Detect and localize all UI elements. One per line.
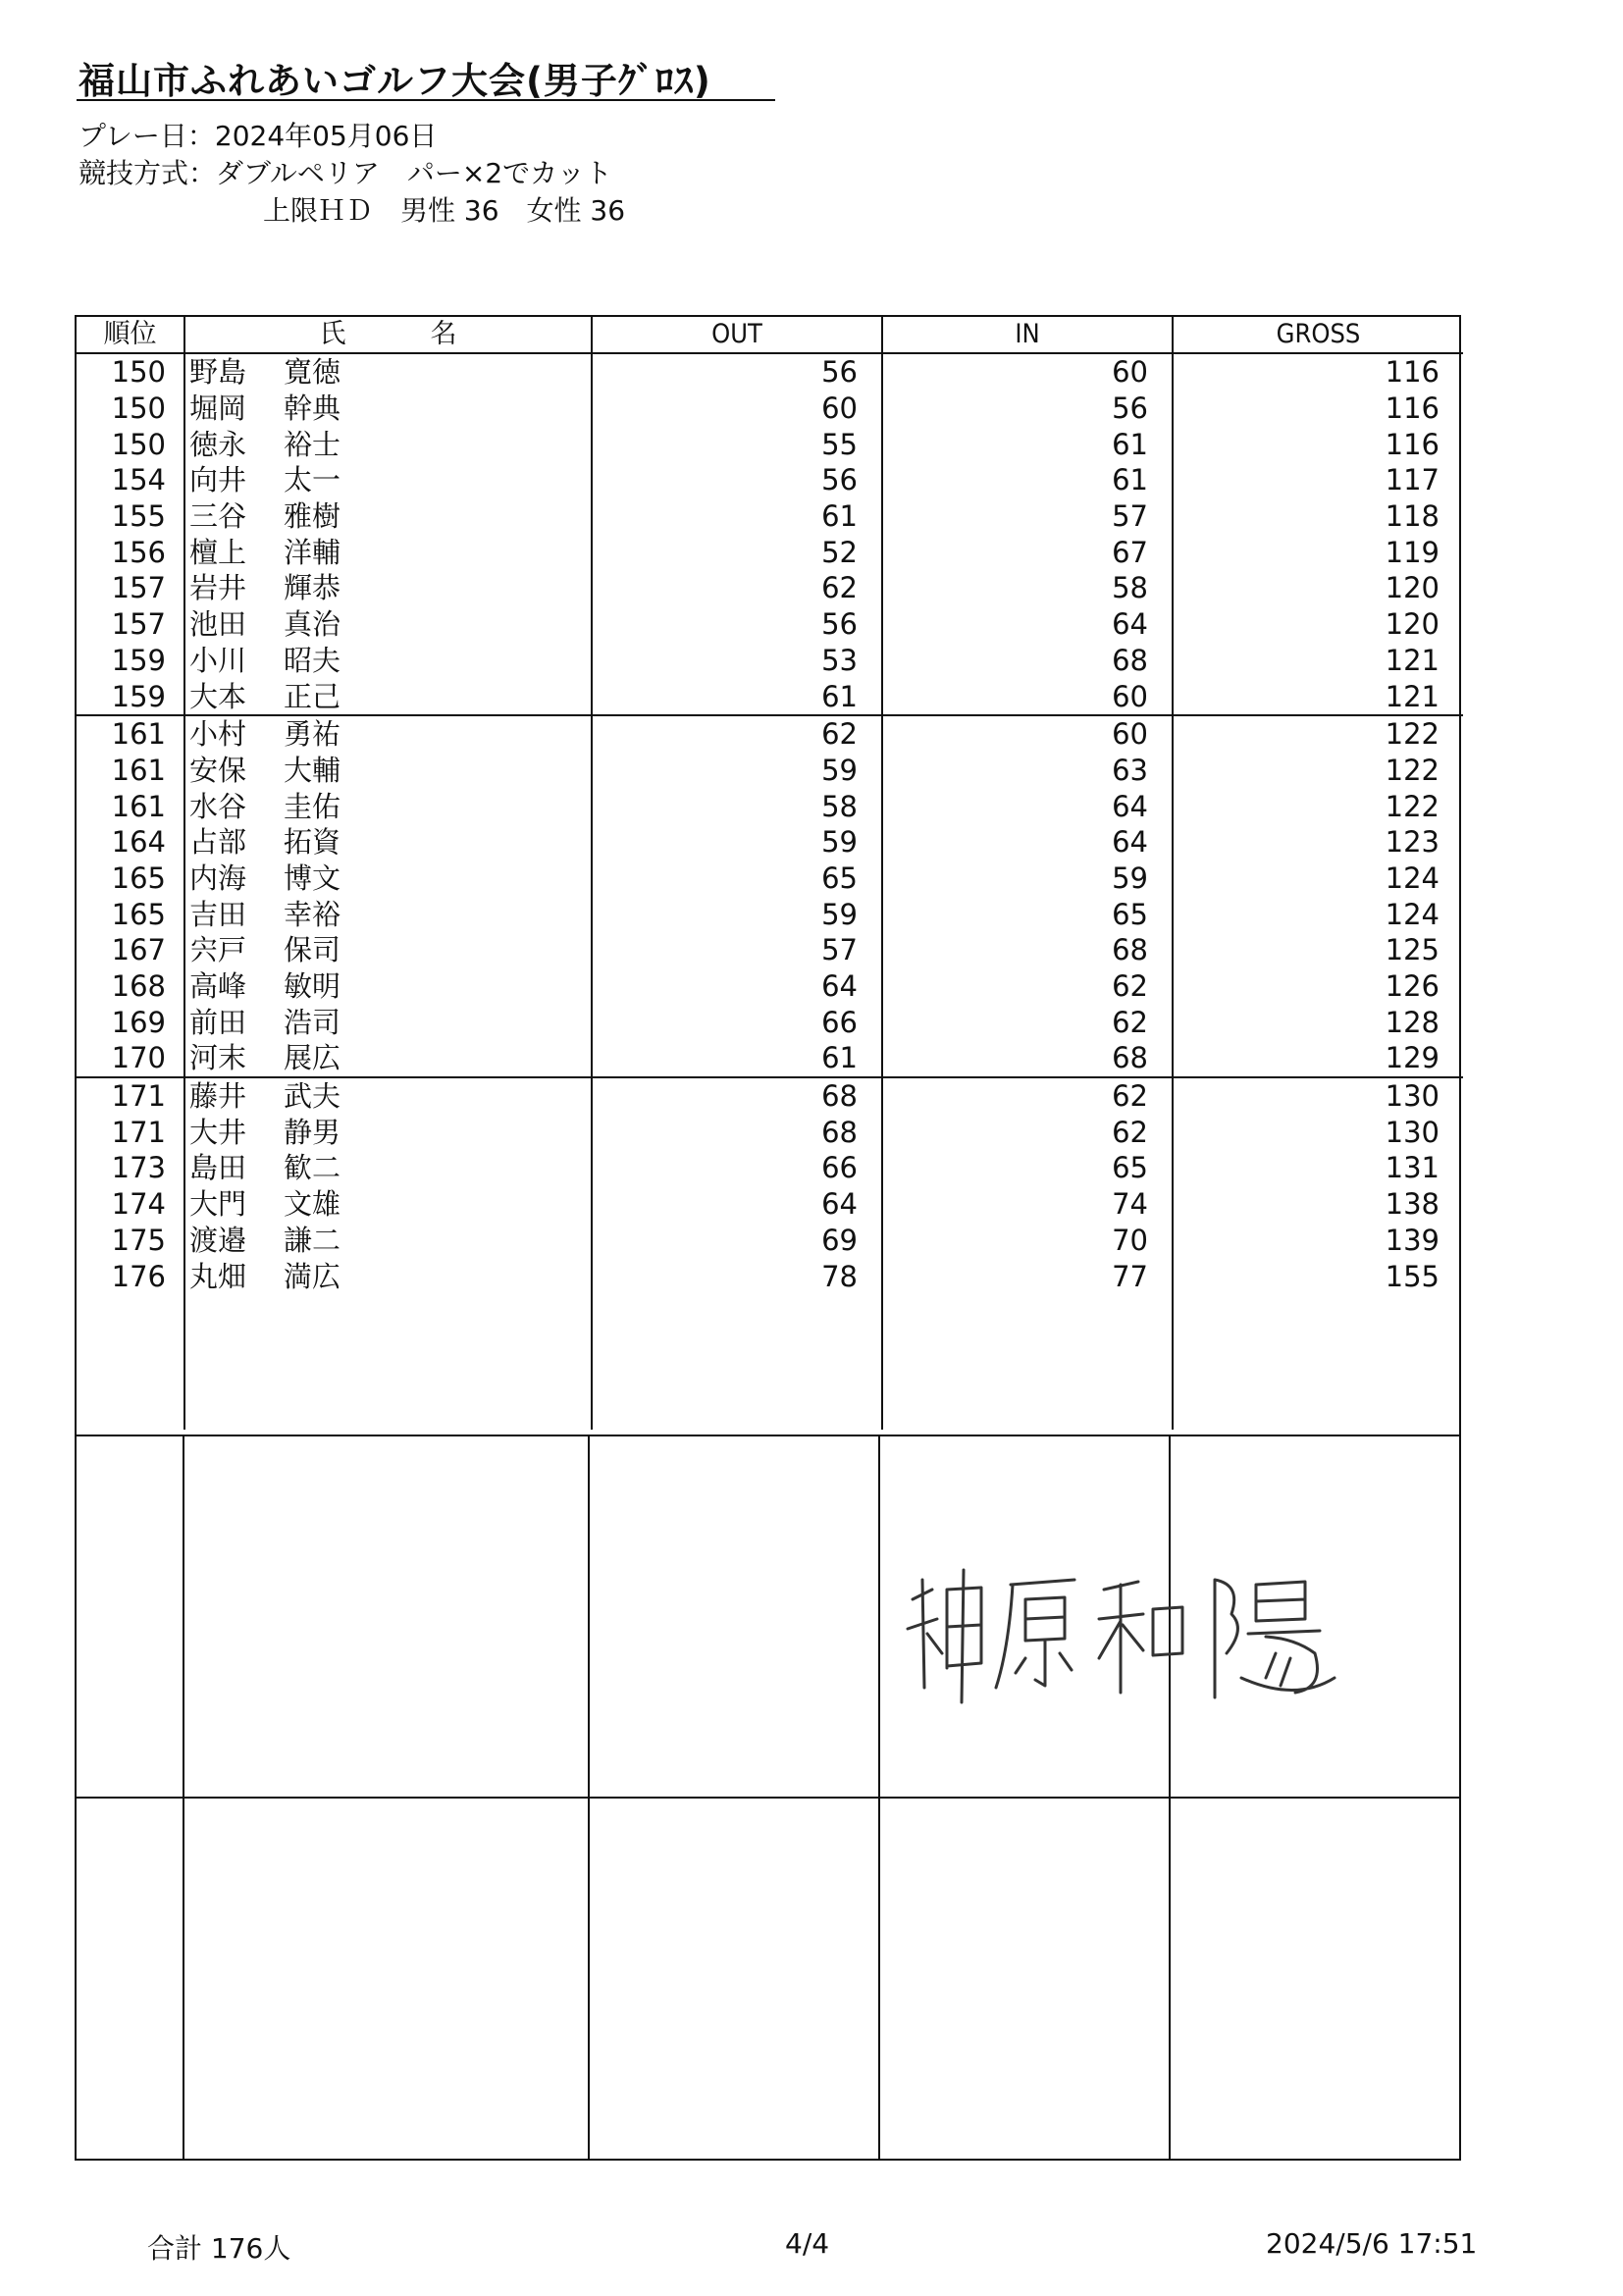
table-row [77, 1004, 1463, 1040]
out-score-cell: 59 [592, 824, 882, 861]
rank-cell: 156 [77, 534, 184, 570]
family-name: 野島 [189, 355, 247, 390]
rank-cell: 154 [77, 462, 184, 498]
table-row [77, 570, 1463, 606]
header-name [184, 317, 592, 353]
gross-score-cell: 131 [1385, 1151, 1440, 1185]
document-title: 福山市ふれあいゴルフ大会(男子ｸﾞﾛｽ) [79, 60, 711, 102]
gross-score-cell: 126 [1385, 969, 1440, 1004]
in-score-cell: 62 [882, 1004, 1173, 1040]
out-score-cell: 52 [592, 534, 882, 570]
gross-score-cell: 116 [1385, 355, 1440, 390]
footer-total: 合計 176人 [147, 2232, 291, 2265]
given-name: 真治 [284, 607, 341, 642]
rank-cell: 164 [77, 824, 184, 861]
out-score-cell: 64 [592, 1186, 882, 1223]
header-rank: 順位 [77, 317, 184, 353]
table-row [77, 1040, 1463, 1077]
family-name: 内海 [189, 861, 247, 895]
title-underline [77, 99, 775, 101]
family-name: 岩井 [189, 571, 247, 605]
rank-cell: 159 [77, 678, 184, 715]
given-name: 輝恭 [284, 571, 341, 605]
out-score-cell: 56 [592, 462, 882, 498]
given-name: 歓二 [284, 1151, 341, 1185]
table-row [77, 968, 1463, 1005]
gross-score-cell: 119 [1385, 535, 1440, 569]
name-cell [184, 861, 592, 897]
gross-score-cell: 116 [1385, 427, 1440, 461]
table-row [77, 1186, 1463, 1223]
out-score-cell: 61 [592, 1040, 882, 1077]
gross-score-cell: 139 [1385, 1223, 1440, 1257]
rank-cell: 155 [77, 498, 184, 535]
out-score-cell: 59 [592, 753, 882, 789]
rank-cell: 161 [77, 753, 184, 789]
in-score-cell: 61 [882, 462, 1173, 498]
family-name: 水谷 [189, 789, 247, 823]
family-name: 大本 [189, 679, 247, 713]
table-header-row [77, 317, 1463, 353]
table-row [77, 426, 1463, 462]
gross-score-cell: 120 [1385, 607, 1440, 642]
given-name: 裕士 [284, 427, 341, 461]
family-name: 堀岡 [189, 391, 247, 426]
table-row [77, 824, 1463, 861]
rank-cell: 173 [77, 1150, 184, 1186]
name-cell [184, 606, 592, 643]
out-score-cell: 66 [592, 1004, 882, 1040]
results-table-frame [75, 315, 1461, 2161]
name-cell [184, 391, 592, 427]
out-score-cell: 64 [592, 968, 882, 1005]
gross-score-cell: 122 [1385, 753, 1440, 787]
table-row [77, 715, 1463, 753]
family-name: 小川 [189, 643, 247, 677]
rank-cell: 168 [77, 968, 184, 1005]
name-cell [184, 753, 592, 789]
given-name: 武夫 [284, 1079, 341, 1114]
table-row [77, 1114, 1463, 1150]
name-cell [184, 896, 592, 932]
table-row [77, 753, 1463, 789]
table-row [77, 606, 1463, 643]
table-row [77, 896, 1463, 932]
name-cell [184, 1258, 592, 1294]
rank-cell: 175 [77, 1223, 184, 1259]
family-name: 三谷 [189, 499, 247, 534]
family-name: 河末 [189, 1041, 247, 1075]
out-score-cell: 69 [592, 1223, 882, 1259]
given-name: 昭夫 [284, 643, 341, 677]
family-name: 池田 [189, 607, 247, 642]
name-cell [184, 788, 592, 824]
given-name: 幸裕 [284, 897, 341, 931]
name-cell [184, 498, 592, 535]
out-score-cell: 61 [592, 498, 882, 535]
rank-cell: 161 [77, 788, 184, 824]
in-score-cell: 68 [882, 643, 1173, 679]
family-name: 徳永 [189, 427, 247, 461]
in-score-cell: 56 [882, 391, 1173, 427]
out-score-cell: 68 [592, 1077, 882, 1115]
results-table [77, 317, 1463, 1430]
footer-page-number: 4/4 [785, 2227, 830, 2260]
name-cell [184, 932, 592, 968]
table-row [77, 391, 1463, 427]
out-score-cell: 56 [592, 353, 882, 391]
table-row [77, 1258, 1463, 1294]
header-name-1: 氏 [319, 319, 346, 349]
out-score-cell: 61 [592, 678, 882, 715]
name-cell [184, 570, 592, 606]
given-name: 静男 [284, 1115, 341, 1149]
name-cell [184, 715, 592, 753]
in-score-cell: 67 [882, 534, 1173, 570]
in-score-cell: 74 [882, 1186, 1173, 1223]
name-cell [184, 1223, 592, 1259]
given-name: 洋輔 [284, 535, 341, 569]
table-row [77, 1223, 1463, 1259]
gross-score-cell: 124 [1385, 861, 1440, 895]
family-name: 島田 [189, 1151, 247, 1185]
given-name: 満広 [284, 1259, 341, 1293]
gross-score-cell: 138 [1385, 1187, 1440, 1222]
family-name: 丸畑 [189, 1259, 247, 1293]
given-name: 幹典 [284, 391, 341, 426]
handwritten-signature [903, 1560, 1354, 1707]
rank-cell: 171 [77, 1114, 184, 1150]
table-filler-row [77, 1294, 1463, 1430]
grid-col-3 [878, 1435, 880, 2159]
family-name: 藤井 [189, 1079, 247, 1114]
given-name: 謙二 [284, 1223, 341, 1257]
grid-col-4 [1169, 1435, 1171, 2159]
out-score-cell: 56 [592, 606, 882, 643]
in-score-cell: 61 [882, 426, 1173, 462]
name-cell [184, 1186, 592, 1223]
rank-cell: 171 [77, 1077, 184, 1115]
rank-cell: 157 [77, 570, 184, 606]
grid-col-1 [183, 1435, 184, 2159]
given-name: 浩司 [284, 1005, 341, 1039]
grid-line-2 [77, 1797, 1459, 1799]
in-score-cell: 64 [882, 824, 1173, 861]
gross-score-cell: 122 [1385, 717, 1440, 752]
given-name: 博文 [284, 861, 341, 895]
rank-cell: 167 [77, 932, 184, 968]
header-gross: GROSS [1173, 317, 1463, 353]
table-row [77, 534, 1463, 570]
given-name: 正己 [284, 679, 341, 713]
rank-cell: 159 [77, 643, 184, 679]
out-score-cell: 55 [592, 426, 882, 462]
out-score-cell: 53 [592, 643, 882, 679]
family-name: 占部 [189, 825, 247, 860]
header-name-2: 名 [430, 319, 457, 349]
in-score-cell: 65 [882, 896, 1173, 932]
rank-cell: 150 [77, 353, 184, 391]
in-score-cell: 62 [882, 968, 1173, 1005]
table-row [77, 643, 1463, 679]
out-score-cell: 78 [592, 1258, 882, 1294]
given-name: 雅樹 [284, 499, 341, 534]
in-score-cell: 60 [882, 678, 1173, 715]
given-name: 保司 [284, 933, 341, 967]
table-row [77, 932, 1463, 968]
name-cell [184, 1077, 592, 1115]
gross-score-cell: 121 [1173, 678, 1463, 715]
given-name: 勇祐 [284, 717, 341, 752]
in-score-cell: 64 [882, 606, 1173, 643]
rank-cell: 169 [77, 1004, 184, 1040]
table-row [77, 498, 1463, 535]
gross-score-cell: 116 [1385, 391, 1440, 426]
in-score-cell: 70 [882, 1223, 1173, 1259]
gross-score-cell: 123 [1385, 825, 1440, 860]
table-body [77, 353, 1463, 1430]
in-score-cell: 62 [882, 1114, 1173, 1150]
out-score-cell: 60 [592, 391, 882, 427]
gross-score-cell: 120 [1385, 571, 1440, 605]
play-date: プレー日：2024年05月06日 [79, 120, 438, 152]
in-score-cell: 68 [882, 932, 1173, 968]
out-score-cell: 66 [592, 1150, 882, 1186]
grid-col-2 [588, 1435, 590, 2159]
rank-cell: 161 [77, 715, 184, 753]
rank-cell: 170 [77, 1040, 184, 1077]
family-name: 高峰 [189, 969, 247, 1004]
family-name: 檀上 [189, 535, 247, 569]
given-name: 文雄 [284, 1187, 341, 1222]
rank-cell: 150 [77, 426, 184, 462]
gross-score-cell: 118 [1385, 499, 1440, 534]
gross-score-cell: 121 [1385, 643, 1440, 677]
header-out: OUT [592, 317, 882, 353]
in-score-cell: 64 [882, 788, 1173, 824]
gross-score-cell: 122 [1385, 789, 1440, 823]
footer-timestamp: 2024/5/6 17:51 [1266, 2227, 1478, 2260]
family-name: 渡邉 [189, 1223, 247, 1257]
name-cell [184, 968, 592, 1005]
table-row [77, 462, 1463, 498]
in-score-cell: 65 [882, 1150, 1173, 1186]
gross-score-cell: 125 [1385, 933, 1440, 967]
competition-format: 競技方式：ダブルペリア パー×2でカット [79, 157, 612, 189]
gross-score-cell: 129 [1173, 1040, 1463, 1077]
name-cell [184, 824, 592, 861]
name-cell [184, 534, 592, 570]
table-row [77, 788, 1463, 824]
rank-cell: 165 [77, 861, 184, 897]
name-cell [184, 1040, 592, 1077]
name-cell [184, 643, 592, 679]
name-cell [184, 1114, 592, 1150]
gross-score-cell: 128 [1385, 1005, 1440, 1039]
family-name: 向井 [189, 463, 247, 497]
given-name: 太一 [284, 463, 341, 497]
gross-score-cell: 155 [1385, 1259, 1440, 1293]
in-score-cell: 77 [882, 1258, 1173, 1294]
out-score-cell: 62 [592, 570, 882, 606]
out-score-cell: 57 [592, 932, 882, 968]
grid-line-1 [77, 1435, 1459, 1436]
family-name: 宍戸 [189, 933, 247, 967]
family-name: 吉田 [189, 897, 247, 931]
in-score-cell: 60 [882, 715, 1173, 753]
given-name: 圭佑 [284, 789, 341, 823]
family-name: 小村 [189, 717, 247, 752]
rank-cell: 176 [77, 1258, 184, 1294]
given-name: 展広 [284, 1041, 341, 1075]
gross-score-cell: 124 [1385, 897, 1440, 931]
given-name: 敏明 [284, 969, 341, 1004]
rank-cell: 157 [77, 606, 184, 643]
in-score-cell: 57 [882, 498, 1173, 535]
name-cell [184, 353, 592, 391]
rank-cell: 150 [77, 391, 184, 427]
name-cell [184, 1150, 592, 1186]
given-name: 拓資 [284, 825, 341, 860]
table-row [77, 861, 1463, 897]
in-score-cell: 68 [882, 1040, 1173, 1077]
in-score-cell: 59 [882, 861, 1173, 897]
rank-cell: 165 [77, 896, 184, 932]
name-cell [184, 678, 592, 715]
gross-score-cell: 130 [1385, 1115, 1440, 1149]
out-score-cell: 68 [592, 1114, 882, 1150]
gross-score-cell: 130 [1385, 1079, 1440, 1114]
rank-cell: 174 [77, 1186, 184, 1223]
table-row [77, 678, 1463, 715]
out-score-cell: 65 [592, 861, 882, 897]
out-score-cell: 62 [592, 715, 882, 753]
in-score-cell: 62 [882, 1077, 1173, 1115]
family-name: 大門 [189, 1187, 247, 1222]
family-name: 大井 [189, 1115, 247, 1149]
name-cell [184, 1004, 592, 1040]
table-row [77, 353, 1463, 391]
out-score-cell: 59 [592, 896, 882, 932]
family-name: 前田 [189, 1005, 247, 1039]
in-score-cell: 60 [882, 353, 1173, 391]
given-name: 寛徳 [284, 355, 341, 390]
gross-score-cell: 117 [1385, 463, 1440, 497]
table-row [77, 1150, 1463, 1186]
table-row [77, 1077, 1463, 1115]
in-score-cell: 63 [882, 753, 1173, 789]
name-cell [184, 462, 592, 498]
given-name: 大輔 [284, 753, 341, 787]
family-name: 安保 [189, 753, 247, 787]
out-score-cell: 58 [592, 788, 882, 824]
name-cell [184, 426, 592, 462]
header-in: IN [882, 317, 1173, 353]
handicap-limit: 上限ＨＤ 男性 36 女性 36 [263, 194, 626, 227]
in-score-cell: 58 [882, 570, 1173, 606]
